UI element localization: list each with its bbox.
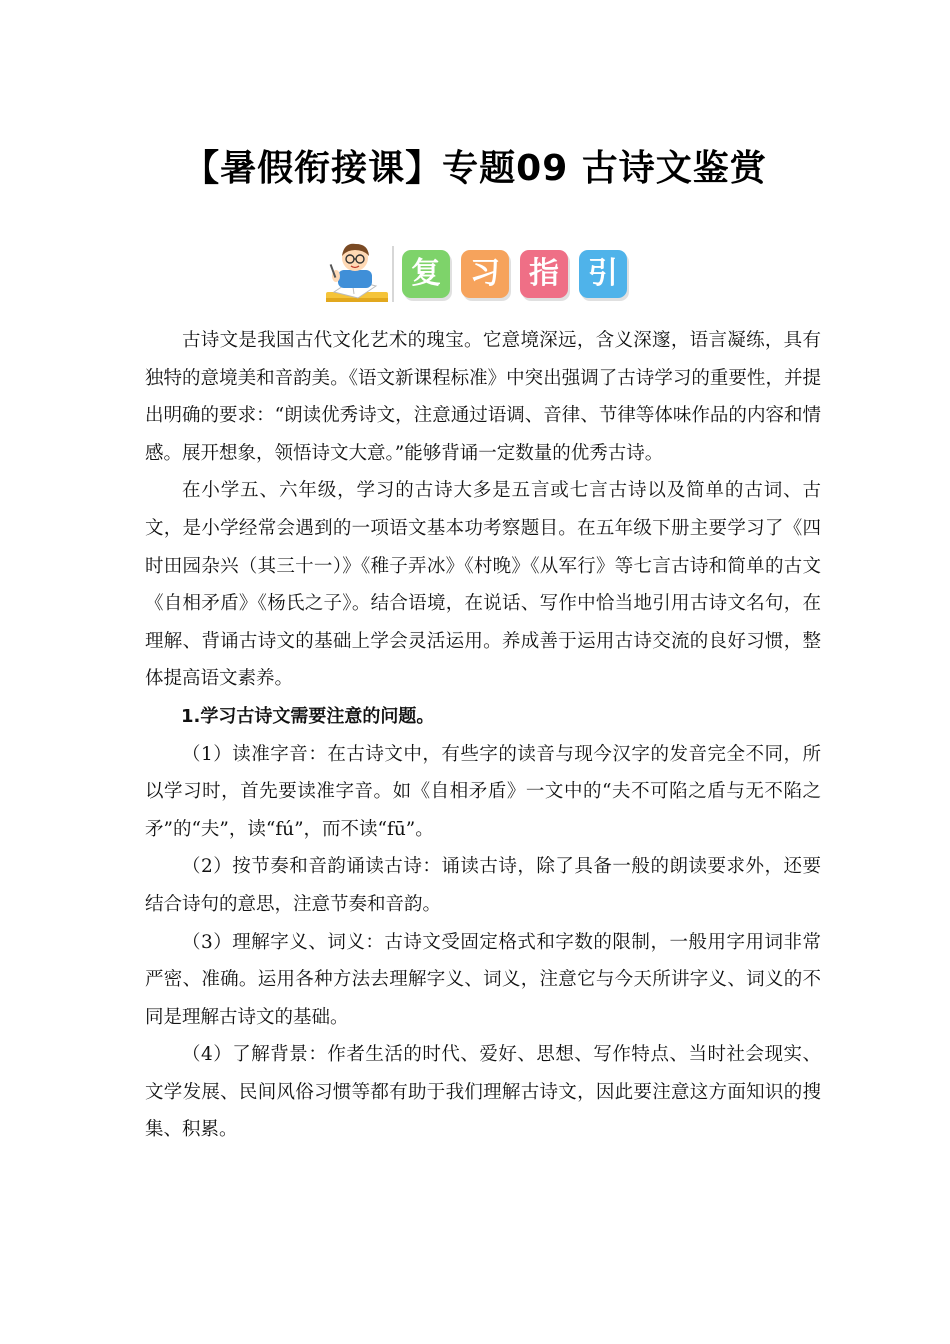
- tip-pronunciation: （1）读准字音：在古诗文中，有些字的读音与现今汉字的发音完全不同，所以学习时，首先要读准字音。如《自相矛盾》一文中的“夫不可陷之盾与无不陷之矛”的“夫”，读“fú”，而不读“fū”。: [145, 743, 821, 840]
- lead-tile: 引: [579, 250, 627, 298]
- section-heading: 1.学习古诗文需要注意的问题。: [181, 705, 435, 727]
- intro-paragraph: 古诗文是我国古代文化艺术的瑰宝。它意境深远，含义深邃，语言凝练，具有独特的意境美和音韵美。《语文新课程标准》中突出强调了古诗学习的重要性，并提出明确的要求：“朗读优秀诗文，注意通过语调、音律、节律等体味作品的内容和情感。展开想象，领悟诗文大意。”能够背诵一定数量的优秀古诗。: [145, 330, 821, 464]
- banner-divider: [392, 246, 394, 302]
- tip-background: （4）了解背景：作者生活的时代、爱好、思想、写作特点、当时社会现实、文学发展、民间风俗习惯等都有助于我们理解古诗文，因此要注意这方面知识的搜集、积累。: [145, 1044, 821, 1141]
- student-reading-icon: [322, 240, 392, 306]
- document-body: [145, 322, 821, 1149]
- review-guide-banner: [322, 240, 634, 306]
- review-tile: 复: [402, 250, 450, 298]
- tip-meaning: （3）理解字义、词义：古诗文受固定格式和字数的限制，一般用字用词非常严密、准确。运用各种方法去理解字义、词义，注意它与今天所讲字义、词义的不同是理解古诗文的基础。: [145, 931, 821, 1028]
- practice-tile: 习: [461, 250, 509, 298]
- grade-overview-paragraph: 在小学五、六年级，学习的古诗大多是五言或七言古诗以及简单的古词、古文，是小学经常会遇到的一项语文基本功考察题目。在五年级下册主要学习了《四时田园杂兴（其三十一）》《稚子弄冰》《村晚》《从军行》等七言古诗和简单的古文《自相矛盾》《杨氏之子》。结合语境，在说话、写作中恰当地引用古诗文名句，在理解、背诵古诗文的基础上学会灵活运用。养成善于运用古诗交流的良好习惯，整体提高语文素养。: [145, 480, 821, 690]
- guide-tile: 指: [520, 250, 568, 298]
- tip-rhythm: （2）按节奏和音韵诵读古诗：诵读古诗，除了具备一般的朗读要求外，还要结合诗句的意思，注意节奏和音韵。: [145, 856, 821, 915]
- page-title: 【暑假衔接课】专题09 古诗文鉴赏: [183, 148, 767, 189]
